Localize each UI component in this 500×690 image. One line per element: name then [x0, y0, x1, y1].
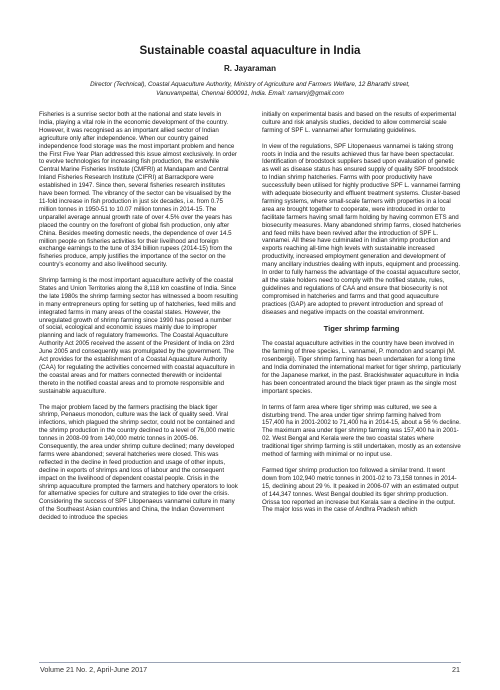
right-paragraph-2: In view of the regulations, SPF Litopenaeus vannamei is taking strong roots in India and the results achieved thus far have been spectacular. Identification of broodstock suppliers based upon evaluation of genetic as well as disease status has ensured supply of quality SPF broodstock to Indian shrimp hatcheries. Farms with poor productivity have successfully been utilised for highly productive SPF L. vannamei farming with adequate biosecurity and effluent treatment systems. Cluster-based farming systems, where small-scale farmers with properties in a local area are brought together to cooperate, were introduced in order to facilitate farmers having small farm holding by having common ETS and biosecurity measures. Many abandoned shrimp farms, closed hatcheries and feed mills have been revived after the introduction of SPF L. vannamei. All these have culminated in Indian shrimp production and exports reaching all-time high levels with sustainable increased productivity, increased employment generation and development of many ancillary industries dealing with inputs, equipment and processing. In order to fully harness the advantage of the coastal aquaculture sector, all the stake holders need to comply with the notified statute, rules, guidelines and regulations of CAA and ensure that biosecurity is not compromised in hatcheries and farms and that good aquaculture practices (GAP) are adopted to prevent introduction and spread of diseases and negative impacts on the coastal environment. — [262, 142, 461, 316]
page-number: 21 — [452, 665, 460, 674]
article-author: R. Jayaraman — [223, 64, 277, 73]
right-paragraph-5: Farmed tiger shrimp production too followed a similar trend. It went down from 102,940 metric tonnes in 2001-02 to 73,158 tonnes in 2014-15, declining about 29 %. It peaked in 2006-07 with an estimated output of 144,347 tonnes. West Bengal doubled its tiger shrimp production. Orissa too reported an increase but Kerala saw a decline in the output. The major loss was in the case of Andhra Pradesh which — [262, 466, 459, 514]
footer-issue: Volume 21 No. 2, April-June 2017 — [40, 665, 148, 674]
section-heading: Tiger shrimp farming — [323, 324, 400, 334]
right-paragraph-4: In terms of farm area where tiger shrimp was cultured, we see a disturbing trend. The area under tiger shrimp farming halved from 157,400 ha in 2001-2002 to 71,400 ha in 2014-15, about a 56 % decline. The maximum area under tiger shrimp farming was 157,400 ha in 2001-02. West Bengal and Kerala were the two coastal states where traditional tiger shrimp farming is still undertaken, mostly as an extensive method of farming with minimal or no input use. — [262, 403, 461, 459]
left-paragraph-3: The major problem faced by the farmers practising the black tiger shrimp, Penaeus monodon, culture was the lack of quality seed. Viral infections, which plagued the shrimp sector, could not be contained and the shrimp production in the country declined to a level of 76,000 metric tonnes in 2008-09 from 140,000 metric tonnes in 2005-06. Consequently, the area under shrimp culture declined; many developed farms were abandoned; several hatcheries were closed. This was reflected in the decline in feed production and usage of other inputs, decline in exports of shrimps and loss of labour and the consequent impact on the livelihood of dependent coastal people. Crisis in the shrimp aquaculture prompted the farmers and hatchery operators to look for alternative species for culture and strategies to tide over the crisis. Considering the success of SPF Litopenaeus vannamei culture in many of the Southeast Asian countries and China, the Indian Government decided to introduce the species — [39, 403, 238, 522]
left-column — [39, 111, 238, 651]
author-affiliation — [48, 80, 452, 98]
affiliation-line-1: Director (Technical), Coastal Aquaculture Authority, Ministry of Agriculture and Farmers Welfare, 12 Bharathi street, — [90, 81, 410, 88]
right-paragraph-3: The coastal aquaculture activities in the country have been involved in the farming of three species, L. vannamei, P. monodon and scampi (M. rosenbergii). Tiger shrimp farming has been undertaken for a long time and India dominated the international market for tiger shrimp, particularly for the Japanese market, in the past. Brackishwater aquaculture in India has been concentrated around the black tiger prawn as the single most important species. — [262, 340, 461, 395]
right-column — [262, 111, 461, 651]
affiliation-line-2: Vanuvampettai, Chennai 600091, India. Email: ramanrj@gmail.com — [156, 90, 344, 97]
left-paragraph-2: Shrimp farming is the most important aquaculture activity of the coastal States and Union Territories along the 8,118 km coastline of India. Since the late 1980s the shrimp farming sector has witnessed a boom resulting in many entrepreneurs opting for setting up of hatcheries, feed mills and integrated farms in many areas of the coastal states. However, the unregulated growth of shrimp farming since 1990 has posed a number of social, ecological and economic issues mainly due to improper planning and lack of regulatory frameworks. The Coastal Aquaculture Authority Act 2005 received the assent of the President of India on 23rd June 2005 and consequently was promulgated by the government. The Act provides for the establishment of a Coastal Aquaculture Authority (CAA) for regulating the activities concerned with coastal aquaculture in the coastal areas and for matters connected therewith or incidental thereto in the notified coastal areas and to promote responsible and sustainable aquaculture. — [39, 277, 238, 395]
right-paragraph-1: initially on experimental basis and based on the results of experimental culture and risk analysis studies, decided to allow commercial scale farming of SPF L. vannamei after formulating guidelines. — [262, 111, 456, 134]
left-paragraph-1: Fisheries is a sunrise sector both at the national and state levels in India, playing a vital role in the economic development of the country. However, it was recognised as an important allied sector of Indian agriculture only after independence. When our country gained independence food storage was the most important problem and hence the First Five Year Plan addressed this issue almost exclusively. In order to evolve technologies for increasing fish production, the erstwhile Central Marine Fisheries Institute (CMFRI) at Mandapam and Central Inland Fisheries Research Institute (CIFRI) at Barrackpore were established in 1947. Since then, several fisheries research institutes have been formed. The vibrancy of the sector can be visualised by the 11-fold increase in fish production in just six decades, i.e. from 0.75 million tonnes in 1950-51 to 10.07 million tonnes in 2014-15. The unparallel average annual growth rate of over 4.5% over the years has placed the country on the forefront of global fish production, only after China. Besides meeting domestic needs, the dependence of over 14.5 million people on fisheries activities for their livelihood and foreign exchange earnings to the tune of 334 billion rupees (2014-15) from the fisheries produce, amply justifies the importance of the sector on the country’s economy and also livelihood security. — [39, 111, 237, 269]
article-title: Sustainable coastal aquaculture in India — [139, 44, 361, 57]
footer-rule — [39, 662, 461, 663]
